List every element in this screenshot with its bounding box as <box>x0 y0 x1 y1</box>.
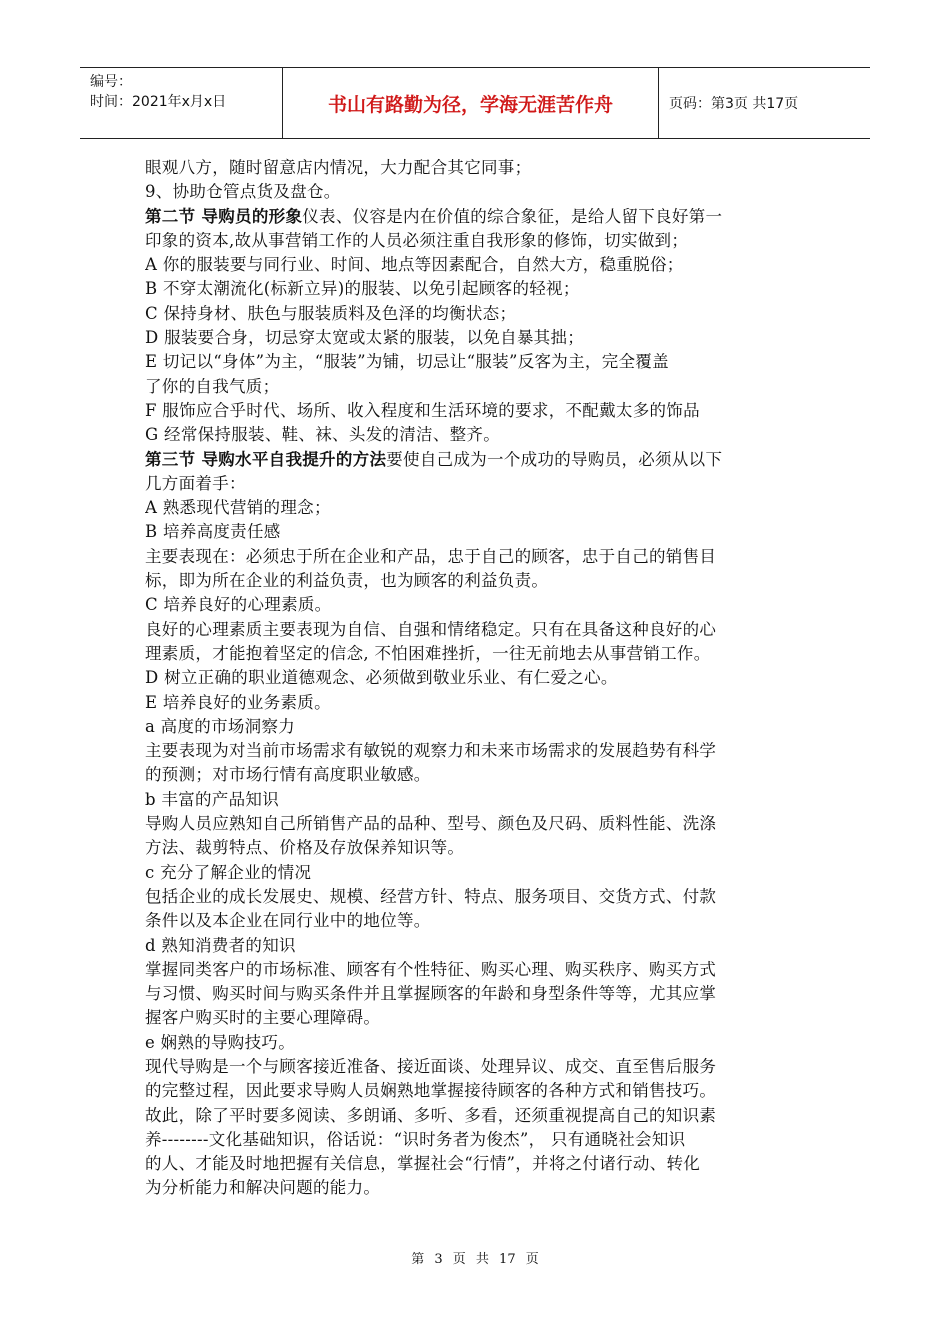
text-line: 养--------文化基础知识，俗话说：“识时务者为俊杰”， 只有通晓社会知识 <box>145 1129 686 1149</box>
header-meta <box>80 68 283 138</box>
text-line: 握客户购买时的主要心理障碍。 <box>145 1008 381 1028</box>
section-2-line <box>145 205 813 229</box>
footer-page-number: 第 3 页 共 17 页 <box>411 1252 539 1267</box>
section-text: 仪表、仪容是内在价值的综合象征，是给人留下良好第一 <box>302 206 723 226</box>
text-line: 主要表现为对当前市场需求有敏锐的观察力和未来市场需求的发展趋势有科学 <box>145 741 717 761</box>
text-line: 的完整过程，因此要求导购人员娴熟地掌握接待顾客的各种方式和销售技巧。 <box>145 1081 717 1101</box>
text-line: G 经常保持服装、鞋、袜、头发的清洁、整齐。 <box>145 425 501 445</box>
section-heading: 第三节 导购水平自我提升的方法 <box>145 449 387 469</box>
text-line: E 切记以“身体”为主，“服装”为铺，切忌让“服装”反客为主，完全覆盖 <box>145 352 669 372</box>
text-line: a 高度的市场洞察力 <box>145 716 296 736</box>
text-line: 与习惯、购买时间与购买条件并且掌握顾客的年龄和身型条件等等，尤其应掌 <box>145 984 717 1004</box>
text-line: 主要表现在：必须忠于所在企业和产品，忠于自己的顾客，忠于自己的销售目 <box>145 546 717 566</box>
text-line: D 服装要合身，切忌穿太宽或太紧的服装，以免自暴其拙； <box>145 328 585 348</box>
text-line: 眼观八方，随时留意店内情况，大力配合其它同事； <box>145 158 532 177</box>
text-line: 了你的自我气质； <box>145 376 280 396</box>
page-header <box>80 67 870 139</box>
document-body <box>145 156 813 1201</box>
text-line: 标，即为所在企业的利益负责，也为顾客的利益负责。 <box>145 571 549 591</box>
text-line: d 熟知消费者的知识 <box>145 935 296 955</box>
text-line: 掌握同类客户的市场标准、顾客有个性特征、购买心理、购买秩序、购买方式 <box>145 959 717 979</box>
text-line: 故此，除了平时要多阅读、多朗诵、多听、多看，还须重视提高自己的知识素 <box>145 1105 717 1125</box>
page-footer <box>0 1248 950 1267</box>
text-line: 的预测；对市场行情有高度职业敏感。 <box>145 765 431 785</box>
text-line: b 丰富的产品知识 <box>145 789 280 809</box>
text-line: 导购人员应熟知自己所销售产品的品种、型号、颜色及尺码、质料性能、洗涤 <box>145 814 717 834</box>
text-line: 理素质，才能抱着坚定的信念, 不怕困难挫折，一往无前地去从事营销工作。 <box>145 643 711 663</box>
text-line: 几方面着手： <box>145 473 246 493</box>
text-line: 为分析能力和解决问题的能力。 <box>145 1178 381 1198</box>
text-line: e 娴熟的导购技巧。 <box>145 1032 296 1052</box>
text-line: C 保持身材、肤色与服装质料及色泽的均衡状态； <box>145 303 517 323</box>
text-line: F 服饰应合乎时代、场所、收入程度和生活环境的要求，不配戴太多的饰品 <box>145 400 700 420</box>
text-line: D 树立正确的职业道德观念、必须做到敬业乐业、有仁爱之心。 <box>145 668 618 688</box>
text-line: c 充分了解企业的情况 <box>145 862 312 882</box>
section-3-line <box>145 448 813 472</box>
text-line: B 不穿太潮流化(标新立异)的服装、以免引起顾客的轻视； <box>145 279 580 299</box>
text-line: A 你的服装要与同行业、时间、地点等因素配合，自然大方，稳重脱俗； <box>145 255 684 275</box>
serial-label: 编号： <box>90 74 132 90</box>
text-line: B 培养高度责任感 <box>145 522 281 542</box>
text-line: 方法、裁剪特点、价格及存放保养知识等。 <box>145 838 465 858</box>
text-line: A 熟悉现代营销的理念； <box>145 498 331 518</box>
text-line: C 培养良好的心理素质。 <box>145 595 332 615</box>
text-line: 9、协助仓管点货及盘仓。 <box>145 182 341 202</box>
section-heading: 第二节 导购员的形象 <box>145 206 303 226</box>
date-label: 时间：2021年x月x日 <box>90 94 227 110</box>
text-line: E 培养良好的业务素质。 <box>145 692 331 712</box>
text-line: 印象的资本,故从事营销工作的人员必须注重自我形象的修饰，切实做到； <box>145 230 689 250</box>
header-page-number: 页码：第3页 共17页 <box>669 96 799 112</box>
text-line: 现代导购是一个与顾客接近准备、接近面谈、处理异议、成交、直至售后服务 <box>145 1056 717 1076</box>
text-line: 良好的心理素质主要表现为自信、自强和情绪稳定。只有在具备这种良好的心 <box>145 619 717 639</box>
text-line: 包括企业的成长发展史、规模、经营方针、特点、服务项目、交货方式、付款 <box>145 886 717 906</box>
text-line: 条件以及本企业在同行业中的地位等。 <box>145 911 431 931</box>
section-text: 要使自己成为一个成功的导购员，必须从以下 <box>386 449 723 469</box>
text-line: 的人、才能及时地把握有关信息，掌握社会“行情”，并将之付诸行动、转化 <box>145 1154 701 1174</box>
header-motto: 书山有路勤为径，学海无涯苦作舟 <box>283 68 659 138</box>
